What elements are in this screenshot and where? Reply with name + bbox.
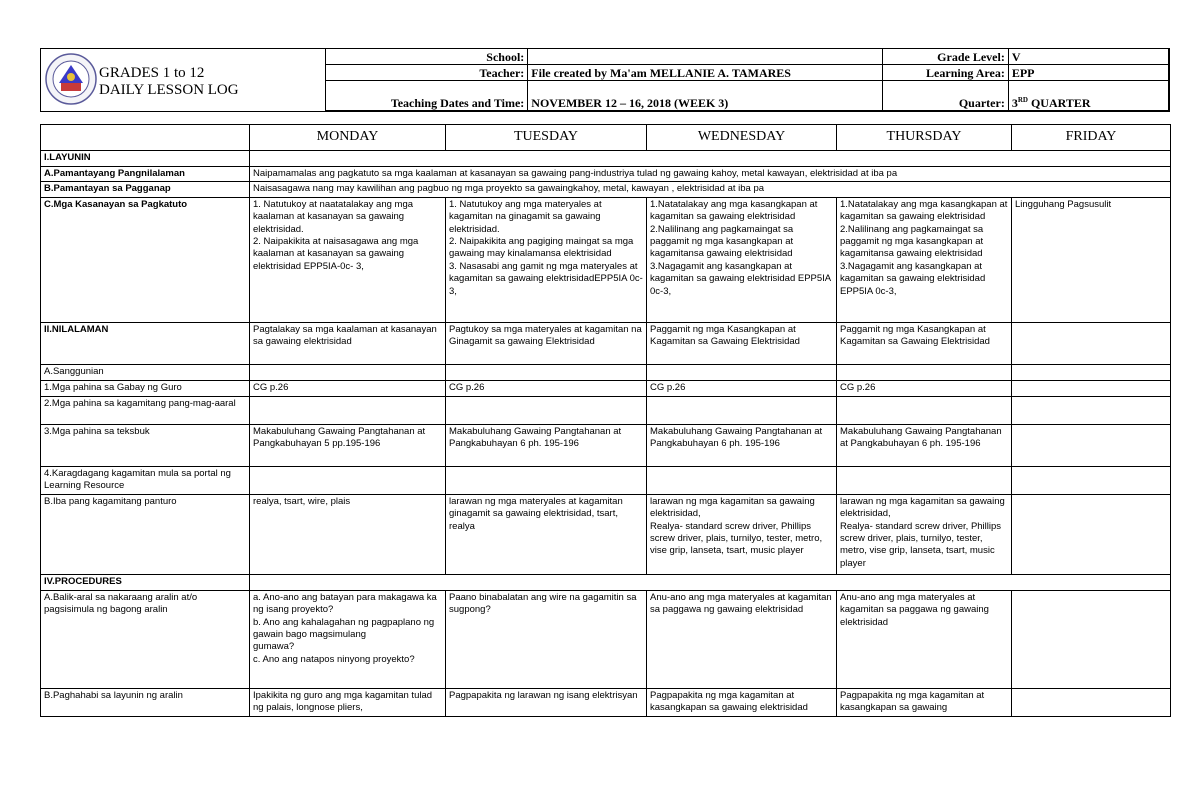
section-layunin: I.LAYUNIN bbox=[41, 151, 250, 167]
pamantayang-pangnilalaman-value: Naipamamalas ang pagkatuto sa mga kaalaman at kasanayan sa gawaing pang-industriya tulad ng gawaing kahoy, metal kawayan, elektrisidad at iba pa bbox=[250, 167, 1171, 182]
school-label: School: bbox=[326, 49, 528, 65]
kasanayan-wednesday: 1.Natatalakay ang mga kasangkapan at kagamitan sa gawaing elektrisidad 2.Nalilinang ang pagkamaingat sa paggamit ng mga kasangkapan at kagamitansa gawaing elektrisidad 3.Nagagamit ang kasangkapan at kagamitan sa gawaing elektrisidad EPP5IA 0c-3, bbox=[647, 197, 837, 322]
teksbuk-thursday: Makabuluhang Gawaing Pangtahanan at Pangkabuhayan 6 ph. 195-196 bbox=[837, 424, 1012, 466]
teksbuk-label: 3.Mga pahina sa teksbuk bbox=[41, 424, 250, 466]
table-row bbox=[41, 574, 1171, 590]
gabay-guro-wednesday: CG p.26 bbox=[647, 380, 837, 396]
gabay-guro-thursday: CG p.26 bbox=[837, 380, 1012, 396]
pamantayan-pagganap-label: B.Pamantayan sa Pagganap bbox=[41, 182, 250, 197]
learning-area-label: Learning Area: bbox=[883, 65, 1009, 81]
day-monday: MONDAY bbox=[250, 125, 446, 151]
lesson-log-header bbox=[40, 48, 1170, 112]
grade-level-value: V bbox=[1008, 49, 1168, 65]
karagdagang-kagamitan-label: 4.Karagdagang kagamitan mula sa portal ng Learning Resource bbox=[41, 466, 250, 494]
balik-aral-wednesday: Anu-ano ang mga materyales at kagamitan sa paggawa ng gawaing elektrisidad bbox=[647, 590, 837, 688]
kasanayan-thursday: 1.Natatalakay ang mga kasangkapan at kagamitan sa gawaing elektrisidad 2.Nalilinang ang pagkamaingat sa paggamit ng mga kasangkapan at kagamitansa gawaing elektrisidad 3.Nagagamit ang kasangkapan at kagamitan sa gawaing elektrisidad EPP5IA 0c-3, bbox=[837, 197, 1012, 322]
table-row bbox=[41, 424, 1171, 466]
iba-pang-kagamitan-tuesday: larawan ng mga materyales at kagamitan ginagamit sa gawaing elektrisidad, tsart, realya bbox=[446, 494, 647, 574]
header-info-table bbox=[325, 48, 1169, 111]
iba-pang-kagamitan-thursday: larawan ng mga kagamitan sa gawaing elektrisidad, Realya- standard screw driver, Phillips screw driver, plais, turnilyo, tester, metro, vise grip, lanseta, tsart, music player bbox=[837, 494, 1012, 574]
iba-pang-kagamitan-wednesday: larawan ng mga kagamitan sa gawaing elektrisidad, Realya- standard screw driver, Phillips screw driver, plais, turnilyo, tester, metro, vise grip, lanseta, tsart, music player bbox=[647, 494, 837, 574]
nilalaman-monday: Pagtalakay sa mga kaalaman at kasanayan sa gawaing elektrisidad bbox=[250, 322, 446, 364]
table-row bbox=[41, 151, 1171, 167]
lesson-plan-table bbox=[40, 124, 1171, 717]
table-row bbox=[41, 396, 1171, 424]
pamantayan-pagganap-value: Naisasagawa nang may kawilihan ang pagbuo ng mga proyekto sa gawaingkahoy, metal, kawayan , elektrisidad at iba pa bbox=[250, 182, 1171, 197]
table-row bbox=[41, 197, 1171, 322]
kasanayan-friday: Lingguhang Pagsusulit bbox=[1012, 197, 1171, 322]
table-row bbox=[41, 322, 1171, 364]
gabay-guro-label: 1.Mga pahina sa Gabay ng Guro bbox=[41, 380, 250, 396]
deped-seal-icon bbox=[45, 53, 97, 105]
quarter-ordinal: RD bbox=[1017, 96, 1028, 104]
quarter-value bbox=[1008, 81, 1168, 111]
iba-pang-kagamitan-monday: realya, tsart, wire, plais bbox=[250, 494, 446, 574]
nilalaman-thursday: Paggamit ng mga Kasangkapan at Kagamitan sa Gawaing Elektrisidad bbox=[837, 322, 1012, 364]
balik-aral-label: A.Balik-aral sa nakaraang aralin at/o pagsisimula ng bagong aralin bbox=[41, 590, 250, 688]
teacher-value: File created by Ma'am MELLANIE A. TAMARES bbox=[528, 65, 883, 81]
gabay-guro-monday: CG p.26 bbox=[250, 380, 446, 396]
school-value bbox=[528, 49, 883, 65]
pamantayang-pangnilalaman-label: A.Pamantayang Pangnilalaman bbox=[41, 167, 250, 182]
gabay-guro-tuesday: CG p.26 bbox=[446, 380, 647, 396]
grade-level-label: Grade Level: bbox=[883, 49, 1009, 65]
teksbuk-monday: Makabuluhang Gawaing Pangtahanan at Pangkabuhayan 5 pp.195-196 bbox=[250, 424, 446, 466]
day-tuesday: TUESDAY bbox=[446, 125, 647, 151]
teaching-dates-value: NOVEMBER 12 – 16, 2018 (WEEK 3) bbox=[528, 81, 883, 111]
sanggunian-label: A.Sanggunian bbox=[41, 364, 250, 380]
day-wednesday: WEDNESDAY bbox=[647, 125, 837, 151]
paghahabi-label: B.Paghahabi sa layunin ng aralin bbox=[41, 688, 250, 716]
paghahabi-thursday: Pagpapakita ng mga kagamitan at kasangkapan sa gawaing bbox=[837, 688, 1012, 716]
paghahabi-wednesday: Pagpapakita ng mga kagamitan at kasangkapan sa gawaing elektrisidad bbox=[647, 688, 837, 716]
nilalaman-label: II.NILALAMAN bbox=[41, 322, 250, 364]
table-row bbox=[41, 167, 1171, 182]
kasanayan-monday: 1. Natutukoy at naatatalakay ang mga kaalaman at kasanayan sa gawaing elektrisidad. 2. Naipakikita at naisasagawa ang mga kaalaman at kasanayan sa gawaing elektrisidad EPP5IA-0c- 3, bbox=[250, 197, 446, 322]
log-title bbox=[99, 65, 239, 99]
learning-area-value: EPP bbox=[1008, 65, 1168, 81]
teksbuk-tuesday: Makabuluhang Gawaing Pangtahanan at Pangkabuhayan 6 ph. 195-196 bbox=[446, 424, 647, 466]
teksbuk-wednesday: Makabuluhang Gawaing Pangtahanan at Pangkabuhayan 6 ph. 195-196 bbox=[647, 424, 837, 466]
teaching-dates-label: Teaching Dates and Time: bbox=[326, 81, 528, 111]
table-row bbox=[41, 590, 1171, 688]
title-line-dll: DAILY LESSON LOG bbox=[99, 82, 239, 98]
table-row bbox=[41, 380, 1171, 396]
section-procedures: IV.PROCEDURES bbox=[41, 574, 250, 590]
table-row bbox=[41, 688, 1171, 716]
paghahabi-tuesday: Pagpapakita ng larawan ng isang elektrisyan bbox=[446, 688, 647, 716]
quarter-label: Quarter: bbox=[883, 81, 1009, 111]
day-header-row bbox=[41, 125, 1171, 151]
day-thursday: THURSDAY bbox=[837, 125, 1012, 151]
nilalaman-wednesday: Paggamit ng mga Kasangkapan at Kagamitan sa Gawaing Elektrisidad bbox=[647, 322, 837, 364]
nilalaman-tuesday: Pagtukoy sa mga materyales at kagamitan na Ginagamit sa gawaing Elektrisidad bbox=[446, 322, 647, 364]
corner-cell bbox=[41, 125, 250, 151]
balik-aral-tuesday: Paano binabalatan ang wire na gagamitin sa sugpong? bbox=[446, 590, 647, 688]
quarter-word: QUARTER bbox=[1027, 96, 1091, 110]
day-friday: FRIDAY bbox=[1012, 125, 1171, 151]
title-line-grades: GRADES 1 to 12 bbox=[99, 65, 205, 81]
kagamitang-mag-aaral-label: 2.Mga pahina sa kagamitang pang-mag-aaral bbox=[41, 396, 250, 424]
quarter-number: 3 bbox=[1011, 96, 1018, 110]
kasanayan-label: C.Mga Kasanayan sa Pagkatuto bbox=[41, 197, 250, 322]
teacher-label: Teacher: bbox=[326, 65, 528, 81]
table-row bbox=[41, 494, 1171, 574]
kasanayan-tuesday: 1. Natutukoy ang mga materyales at kagamitan na ginagamit sa gawaing elektrisidad. 2. Naipakikita ang pagiging maingat sa mga gawaing may kinalamansa elektrisidad 3. Nasasabi ang gamit ng mga materyales at kagamitan sa gawaing elektrisidadEPP5IA 0c-3, bbox=[446, 197, 647, 322]
table-row bbox=[41, 466, 1171, 494]
balik-aral-thursday: Anu-ano ang mga materyales at kagamitan sa paggawa ng gawaing elektrisidad bbox=[837, 590, 1012, 688]
table-row bbox=[41, 364, 1171, 380]
table-row bbox=[41, 182, 1171, 197]
iba-pang-kagamitan-label: B.Iba pang kagamitang panturo bbox=[41, 494, 250, 574]
balik-aral-monday: a. Ano-ano ang batayan para makagawa ka ng isang proyekto? b. Ano ang kahalagahan ng pagpaplano ng gawain bago magsimulang gumawa? c. Ano ang natapos ninyong proyekto? bbox=[250, 590, 446, 688]
paghahabi-monday: Ipakikita ng guro ang mga kagamitan tulad ng palais, longnose pliers, bbox=[250, 688, 446, 716]
